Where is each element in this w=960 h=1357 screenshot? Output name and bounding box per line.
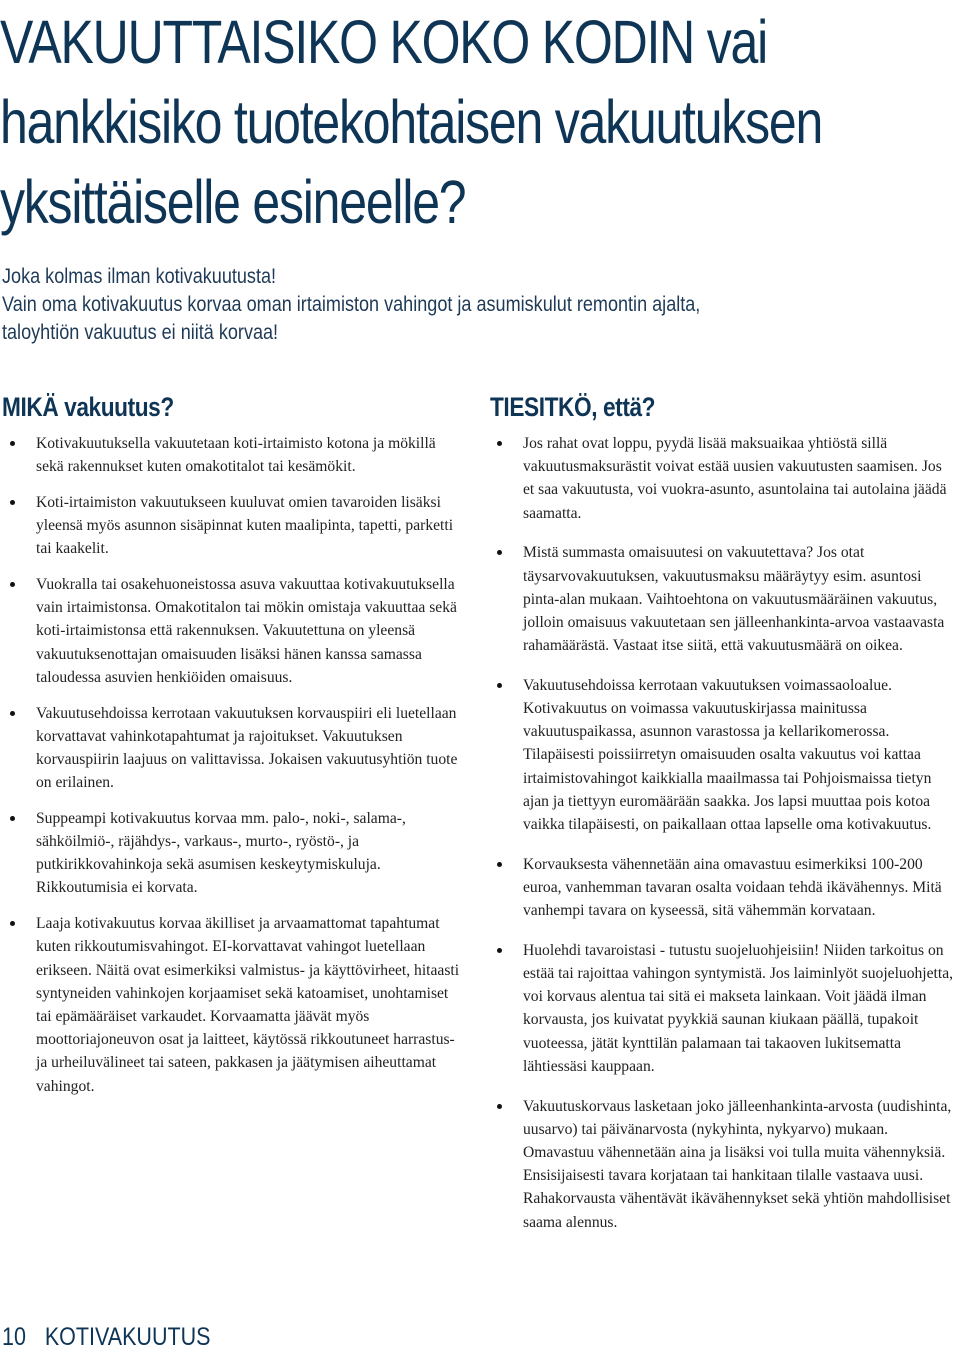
- list-item: [10, 432, 462, 478]
- list-item-text: Koti-irtaimiston vakuutukseen kuuluvat omien tavaroiden lisäksi yleensä myös asunnon sisäpinnat kuten maalipinta, tapetti, parketti tai kaakelit.: [36, 493, 454, 558]
- list-item-text: Suppeampi kotivakuutus korvaa mm. palo-, noki-, salama-, sähköilmiö-, räjähdys-, varkaus-, murto-, ryöstö-, ja putkirikkovahinkoja sekä asumisen keskeytymiskuluja. Rikkoutumisia ei korvata.: [36, 809, 406, 897]
- list-item: [497, 674, 955, 836]
- list-item: [497, 432, 955, 525]
- list-item-text: Vakuutuskorvaus lasketaan joko jälleenhankinta-arvosta (uudishinta, uusarvo) tai päivänarvosta (nykyhinta, nykyarvo) mukaan. Omavastuu vähennetään aina ja lisäksi voi tulla muita vähennyksiä. Ensisijaisesti tavara korjataan tai hankitaan tilalle vastaava uusi. Rahakorvausta vähentävät ikävähennykset sekä yhtiön mahdollisiset saama alennus.: [523, 1097, 952, 1231]
- bullet-icon: [10, 441, 15, 446]
- list-item: [10, 573, 462, 689]
- list-item: [497, 541, 955, 657]
- list-item: [497, 1095, 955, 1234]
- bullet-icon: [10, 582, 15, 587]
- bullet-icon: [10, 500, 15, 505]
- intro-text: [2, 263, 896, 347]
- list-item-text: Vuokralla tai osakehuoneistossa asuva vakuuttaa kotivakuutuksella vain irtaimistonsa. Omakotitalon tai mökin omistaja vakuuttaa sekä koti-irtaimistonsa että rakennuksen. Vakuutettuna on yleensä vakuutuksenottajan omaisuuden lisäksi hänen kanssa samassa taloudessa asuvien henkiöiden omaisuus.: [36, 576, 457, 686]
- list-item-text: Mistä summasta omaisuutesi on vakuutettava? Jos otat täysarvovakuutuksen, vakuutusmaksu määräytyy esim. asuntosi pinta-alan mukaan. Vaihtoehtona on vakuutusmääräinen vakuutus, jolloin omaisuus vakuutetaan sen jälleenhankinta-arvoa vastaavasta rahamäärästä. Vastaat itse siitä, että vakuutusmäärä on oikea.: [523, 544, 945, 655]
- bullet-icon: [497, 550, 502, 555]
- section-heading-tiesitko: TIESITKÖ, että?: [490, 392, 656, 422]
- title-line: yksittäiselle esineelle?: [0, 168, 466, 236]
- title-line: hankkisiko tuotekohtaisen vakuutuksen: [0, 88, 823, 156]
- list-item-text: Jos rahat ovat loppu, pyydä lisää maksuaikaa yhtiöstä sillä vakuutusmaksurästit voivat estää uusien vakuutusten saamisen. Jos et saa vakuutusta, voi vuokra-asunto, asuntolaina tai autolaina jäädä saamatta.: [523, 435, 947, 522]
- bullet-icon: [10, 921, 15, 926]
- page-title: [0, 2, 959, 242]
- bullet-icon: [497, 862, 502, 867]
- list-item: [497, 939, 955, 1078]
- footer-section-title: KOTIVAKUUTUS: [44, 1323, 211, 1351]
- list-item-text: Vakuutusehdoissa kerrotaan vakuutuksen voimassaoloalue. Kotivakuutus on voimassa vakuutuskirjassa mainitussa vakuutuspaikassa, asunnon varastossa ja kellarikomerossa. Tilapäisesti poissiirretyn omaisuuden osalta vakuutus voi kattaa irtaimistovahingot kaikkialla maailmassa tai Pohjoismaissa tietyn ajan ja tiettyyn euromäärään saakka. Jos lapsi muuttaa pois kotoa vaikka tilapäisesti, on paikallaan ottaa lapselle oma kotivakuutus.: [523, 676, 932, 834]
- intro-line: Joka kolmas ilman kotivakuutusta!: [2, 265, 277, 288]
- bullet-icon: [497, 683, 502, 688]
- title-line: VAKUUTTAISIKO KOKO KODIN vai: [0, 8, 767, 76]
- left-bullet-list: [10, 432, 462, 1110]
- bullet-icon: [497, 441, 502, 446]
- list-item-text: Vakuutusehdoissa kerrotaan vakuutuksen korvauspiiri eli luetellaan korvattavat vahinkotapahtumat ja rajoitukset. Vakuutuksen korvauspiirin laajuus on valittavissa. Jokaisen vakuutusyhtiön tuote on erilainen.: [36, 704, 458, 792]
- list-item: [497, 853, 955, 923]
- list-item: [10, 807, 462, 900]
- list-item: [10, 491, 462, 561]
- section-heading-mika-vakuutus: MIKÄ vakuutus?: [2, 392, 174, 422]
- page-number: 10: [2, 1323, 26, 1351]
- bullet-icon: [497, 948, 502, 953]
- bullet-icon: [10, 816, 15, 821]
- bullet-icon: [497, 1104, 502, 1109]
- page-footer: [2, 1322, 210, 1352]
- intro-line: Vain oma kotivakuutus korvaa oman irtaimiston vahingot ja asumiskulut remontin ajalta,: [2, 293, 701, 316]
- bullet-icon: [10, 711, 15, 716]
- right-bullet-list: [497, 432, 955, 1250]
- intro-line: taloyhtiön vakuutus ei niitä korvaa!: [2, 321, 279, 344]
- list-item-text: Huolehdi tavaroistasi - tutustu suojeluohjeisiin! Niiden tarkoitus on estää tai rajoittaa vahingon syntymistä. Jos laiminlyöt suojeluohjetta, voi korvaus alentua tai sitä ei makseta lainkaan. Voit jäädä ilman korvausta, jos kuivatat pyykkiä saunan kiukaan päällä, tupakoit vuoteessa, jätät kynttilän palamaan tai takaoven lukitsematta lähtiessäsi kauppaan.: [523, 941, 954, 1075]
- list-item: [10, 702, 462, 795]
- list-item-text: Korvauksesta vähennetään aina omavastuu esimerkiksi 100-200 euroa, vanhemman tavaran osalta voidaan tehdä ikävähennys. Mitä vanhempi tavara on kyseessä, sitä vähemmän korvataan.: [523, 855, 942, 920]
- list-item-text: Laaja kotivakuutus korvaa äkilliset ja arvaamattomat tapahtumat kuten rikkoutumisvahingot. EI-korvattavat vahingot luetellaan erikseen. Näitä ovat esimerkiksi valmistus- ja käyttövirheet, hitaasti syntyneiden vahinkojen korjaamiset sekä katoamiset, unohtamiset tai epämääräiset varkaudet. Korvaamatta jäävät myös moottoriajoneuvon osat ja laitteet, käytössä rikkoutuneet harrastus- ja urheiluvälineet tai sateen, pakkasen ja jäätymisen aiheuttamat vahingot.: [36, 915, 460, 1095]
- list-item-text: Kotivakuutuksella vakuutetaan koti-irtaimisto kotona ja mökillä sekä rakennukset kuten omakotitalot tai kesämökit.: [36, 435, 436, 476]
- list-item: [10, 912, 462, 1098]
